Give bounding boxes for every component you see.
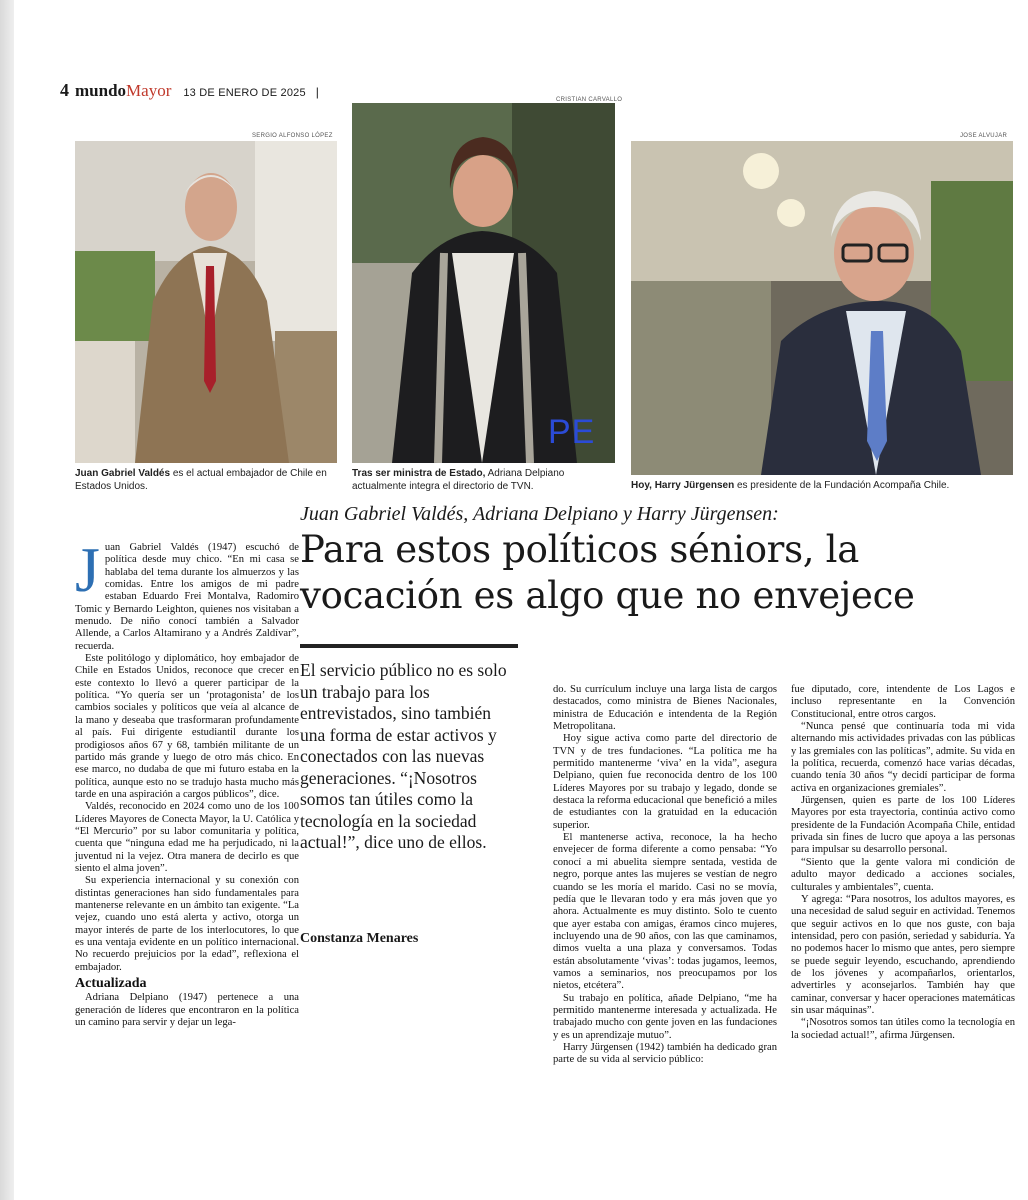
photo2-caption-rest: Adriana Delpiano actualmente integra el directorio de TVN. bbox=[352, 468, 565, 492]
photo2-credit: CRISTIAN CARVALLO bbox=[556, 97, 623, 103]
col3-paragraph-4: Su trabajo en política, añade Delpiano, “me ha permitido mantenerme interesada y actualizada. He trabajado mucho con gente joven en las fundaciones y es un aprendizaje mutuo”. bbox=[553, 992, 777, 1041]
col4-paragraph-4: “Siento que la gente valora mi condición de adulto mayor dedicado a acciones sociales, culturales y ambientales”, cuenta. bbox=[791, 856, 1015, 893]
text-column-4 bbox=[791, 684, 1015, 1042]
photo-adriana-delpiano bbox=[352, 103, 615, 463]
lede-rule bbox=[300, 644, 518, 648]
photo-juan-gabriel-valdes bbox=[75, 141, 337, 463]
col4-paragraph-6: “¡Nosotros somos tan útiles como la tecnología en la sociedad actual!”, afirma Jürgensen. bbox=[791, 1017, 1015, 1041]
col1-paragraph-4: Su experiencia internacional y su conexión con distintas generaciones han sido fundamentales para mantenerse relevante en un ámbito tan exigente. “La vejez, cuando uno está alerta y activo, otorga un mayor interés de parte de los interlocutores, lo que es una ventaja evidente en un político internacional. No recuerdo prejuicios por la edad”, reflexiona el embajador. bbox=[75, 875, 299, 973]
page-folio bbox=[60, 80, 319, 100]
col4-paragraph-5: Y agrega: “Para nosotros, los adultos mayores, es una necesidad de salud seguir en actividad. Tenemos que seguir activos en lo que nos guste, con baja intensidad, pero con pasión, seriedad y sabiduría. Ya no podemos hacer lo mismo que antes, pero siempre se puede seguir leyendo, escuchando, aprendiendo de los jóvenes y acompañarlos, orientarlos, advertirles y aconsejarlos. También hay que caminar, conversar y hacer operaciones matemáticas sin usar máquinas”. bbox=[791, 893, 1015, 1016]
col4-paragraph-2: “Nunca pensé que continuaría toda mi vida alternando mis actividades privadas con las públicas y las gremiales con las políticas”, admite. Su vida en la política, recuerda, comenzó hace varias décadas, cuando tenía 30 años “y decidí participar de forma activa en organizaciones gremiales”. bbox=[791, 721, 1015, 794]
photo1-caption-bold: Juan Gabriel Valdés bbox=[75, 468, 171, 479]
issue-date: 13 DE ENERO DE 2025 bbox=[183, 87, 306, 99]
brand-part2: Mayor bbox=[126, 81, 172, 100]
text-column-3 bbox=[553, 684, 777, 1067]
col4-paragraph-1: fue diputado, core, intendente de Los Lagos e incluso representante en la Convención Constitucional, entre otros cargos. bbox=[791, 684, 1015, 720]
page-edge bbox=[0, 0, 14, 1200]
article-byline: Constanza Menares bbox=[300, 931, 419, 946]
photo1-credit: SERGIO ALFONSO LÓPEZ bbox=[252, 133, 333, 139]
col3-paragraph-2: Hoy sigue activa como parte del directorio de TVN y de tres fundaciones. “La política me ha permitido mantenerme ‘viva’ en la vida”, asegura Delpiano, quien fue reconocida dentro de los 100 Líderes Mayores por su trabajo y legado, donde se destaca la reforma educacional que benefició a miles de estudiantes con la gratuidad en la educación superior. bbox=[553, 733, 777, 831]
col1-paragraph-5: Adriana Delpiano (1947) pertenece a una generación de líderes que encontraron en la política un camino para servir y dejar un lega- bbox=[75, 992, 299, 1029]
page-number: 4 bbox=[60, 80, 69, 100]
photo1-caption-rest: es el actual embajador de Chile en Estados Unidos. bbox=[75, 468, 327, 492]
col3-paragraph-1: do. Su currículum incluye una larga lista de cargos destacados, como ministra de Bienes Nacionales, ministra de Educación e intendenta de la Región Metropolitana. bbox=[553, 684, 777, 733]
section-brand bbox=[75, 81, 171, 101]
folio-separator: | bbox=[315, 85, 319, 99]
text-column-1 bbox=[75, 534, 299, 1029]
photo3-caption-rest: es presidente de la Fundación Acompaña Chile. bbox=[734, 480, 950, 491]
photo2-caption bbox=[352, 467, 615, 493]
drop-cap: J bbox=[75, 534, 100, 605]
photo1-caption bbox=[75, 467, 337, 493]
brand-part1: mundo bbox=[75, 81, 127, 100]
photo3-credit: JOSE ALVUJAR bbox=[960, 133, 1008, 139]
col3-paragraph-3: El mantenerse activa, reconoce, la ha hecho envejecer de forma diferente a como pensaba: “Yo conocí a mi abuelita siempre sentada, vestida de negro, porque antes las mujeres se vestían de negro cuando se les moría el marido. Casi no se movía, pedía que le llevaran todo y era más joven que yo ahora. Actualmente es muy distinto. Solo te cuento que ayer estaba con amigas, éramos cinco mujeres, incluyendo una de 90 años, con las que caminamos, dimos vuelta a una plaza y conversamos. Todas están absolutamente ‘vivas’: todas jugamos, leemos, vamos a seminarios, nos preocupamos por los nietos, etcétera”. bbox=[553, 832, 777, 992]
col4-paragraph-3: Jürgensen, quien es parte de los 100 Líderes Mayores por esta trayectoria, continúa activo como presidente de la Fundación Acompaña Chile, entidad privada sin fines de lucro que apoya a las personas para impulsar su desarrollo personal. bbox=[791, 795, 1015, 856]
article-kicker: Juan Gabriel Valdés, Adriana Delpiano y Harry Jürgensen: bbox=[300, 503, 779, 525]
photo2-caption-bold: Tras ser ministra de Estado, bbox=[352, 468, 486, 479]
article-headline: Para estos políticos séniors, la vocación es algo que no envejece bbox=[300, 528, 915, 617]
overlay-text: PE bbox=[548, 413, 596, 451]
col3-paragraph-5: Harry Jürgensen (1942) también ha dedicado gran parte de su vida al servicio público: bbox=[553, 1041, 777, 1066]
col1-p1-text: uan Gabriel Valdés (1947) escuchó de política desde muy chico. “En mi casa se hablaba del tema durante los almuerzos y las comidas. Entre los amigos de mi padre estaban Eduardo Frei Montalva, Radomiro Tomic y Bernardo Leighton, quienes nos visitaban a menudo. De niño conocí también a Salvador Allende, a Carlos Altamirano y a Andrés Zaldívar”, recuerda. bbox=[75, 542, 299, 652]
col1-paragraph-1 bbox=[75, 534, 299, 653]
photo3-caption-bold: Hoy, Harry Jürgensen bbox=[631, 480, 735, 491]
photo3-caption bbox=[631, 479, 1013, 492]
col1-paragraph-3: Valdés, reconocido en 2024 como uno de los 100 Líderes Mayores de Conecta Mayor, la U. Católica y “El Mercurio” por su labor comunitaria y política, cuenta que “ninguna edad me ha perjudicado, ni la juventud ni la vejez. Otra manera de decirlo es que siento el alma joven”. bbox=[75, 801, 299, 874]
photo-harry-jurgensen bbox=[631, 141, 1013, 475]
section-subhead: Actualizada bbox=[75, 976, 147, 992]
col1-paragraph-2: Este politólogo y diplomático, hoy embajador de Chile en Estados Unidos, reconoce que crecer en este contexto lo llevó a querer participar de la política. “Yo quería ser un ‘protagonista’ de los cambios sociales y políticos que veía al alcance de la mano y deseaba que trasformaran profundamente al país. Fui dirigente estudiantil durante los prodigiosos años 67 y 68, también militante de un partido más grande y luego de otro más chico. En ese marco, no dudaba de que mi futuro estaba en la política, aunque esto no se tradujo hasta mucho más tarde en una aspiración a cargos públicos”, dice. bbox=[75, 653, 299, 800]
article-lede: El servicio público no es solo un trabajo para los entrevistados, sino también una forma de estar activos y conectados con las nuevas generaciones. “¡Nosotros somos tan útiles como la tecnología en la sociedad actual!”, dice uno de ellos. bbox=[300, 660, 507, 852]
